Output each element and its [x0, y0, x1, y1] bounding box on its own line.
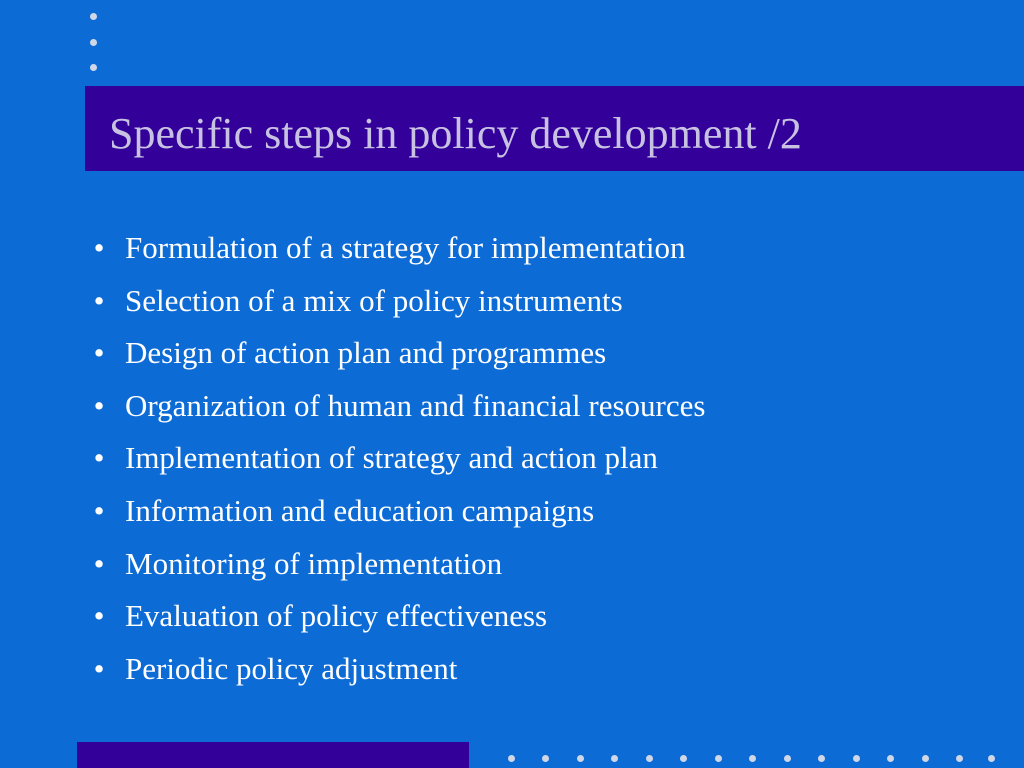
bullet-text: Information and education campaigns	[125, 492, 595, 528]
decorative-dot	[542, 755, 549, 762]
decorative-dot	[887, 755, 894, 762]
bullet-text: Monitoring of implementation	[125, 545, 503, 581]
decorative-dot	[818, 755, 825, 762]
bullet-item	[84, 275, 705, 328]
bullet-text: Selection of a mix of policy instruments	[125, 282, 623, 318]
bullet-marker-icon: •	[93, 230, 105, 265]
decorative-dot	[90, 39, 97, 46]
bullet-marker-icon: •	[93, 387, 105, 423]
decorative-dot	[508, 755, 515, 762]
decorative-dot	[90, 64, 97, 71]
decorative-dot	[922, 755, 929, 762]
bullet-text: Periodic policy adjustment	[125, 650, 458, 686]
bullet-item	[84, 643, 705, 696]
bullet-marker-icon: •	[93, 650, 105, 686]
bullet-item	[84, 222, 705, 275]
decorative-dot	[680, 755, 687, 762]
bullet-text: Formulation of a strategy for implementation	[125, 230, 686, 265]
decorative-dot	[90, 13, 97, 20]
slide-title: Specific steps in policy development /2	[109, 109, 802, 158]
bullet-item	[84, 327, 705, 380]
bullet-item	[84, 432, 705, 485]
bullet-marker-icon: •	[93, 282, 105, 318]
decorative-dot	[853, 755, 860, 762]
bullet-text: Implementation of strategy and action plan	[125, 440, 658, 476]
bullet-item	[84, 538, 705, 591]
bullet-marker-icon: •	[93, 492, 105, 528]
bullet-text: Organization of human and financial resources	[125, 387, 706, 423]
decorative-dot	[715, 755, 722, 762]
decorative-dot	[956, 755, 963, 762]
decorative-dot	[784, 755, 791, 762]
decorative-dot	[988, 755, 995, 762]
bottom-band	[77, 742, 469, 768]
bullet-item	[84, 590, 705, 643]
bullet-list	[84, 222, 705, 695]
bullet-item	[84, 485, 705, 538]
bullet-text: Evaluation of policy effectiveness	[125, 598, 548, 634]
bullet-item	[84, 380, 705, 433]
bullet-marker-icon: •	[93, 335, 105, 371]
decorative-dot	[577, 755, 584, 762]
decorative-dot	[749, 755, 756, 762]
decorative-dot	[611, 755, 618, 762]
bullet-text: Design of action plan and programmes	[125, 335, 607, 371]
bullet-marker-icon: •	[93, 545, 105, 581]
bullet-marker-icon: •	[93, 598, 105, 634]
decorative-dot	[646, 755, 653, 762]
bullet-marker-icon: •	[93, 440, 105, 476]
